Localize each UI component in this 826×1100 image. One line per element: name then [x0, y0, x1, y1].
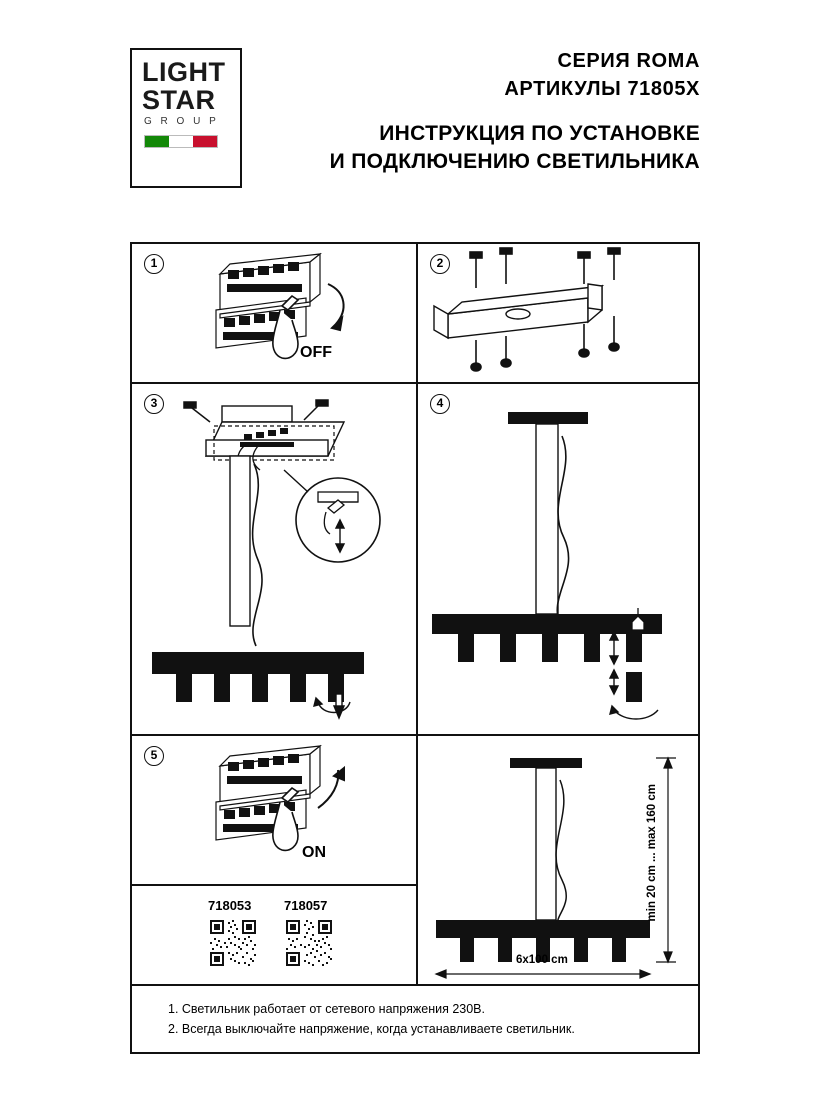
step-5-badge: 5 — [144, 746, 164, 766]
step-5-illustration — [132, 736, 416, 884]
title-line-2: И ПОДКЛЮЧЕНИЮ СВЕТИЛЬНИКА — [329, 150, 700, 173]
step-4-illustration — [418, 384, 700, 734]
step-4-badge: 4 — [430, 394, 450, 414]
step-1-badge: 1 — [144, 254, 164, 274]
brand-logo — [130, 48, 242, 188]
notes-panel — [132, 986, 700, 1054]
qr-code-718053 — [210, 920, 256, 966]
step-2-badge: 2 — [430, 254, 450, 274]
header-text-block — [250, 48, 700, 176]
italy-flag-icon — [144, 135, 218, 148]
step-5-panel — [132, 736, 416, 884]
step-1-panel — [132, 244, 416, 382]
step-3-illustration — [132, 384, 416, 734]
step-3-badge: 3 — [144, 394, 164, 414]
qr-code-718057 — [286, 920, 332, 966]
step-5-caption: ON — [302, 844, 326, 861]
dimensions-panel — [418, 736, 700, 984]
step-2-panel — [418, 244, 700, 382]
step-1-caption: OFF — [300, 344, 332, 361]
series-line: СЕРИЯ ROMA — [557, 50, 700, 72]
document-header — [130, 48, 700, 188]
logo-line-1: LIGHT — [142, 57, 226, 87]
title-line-1: ИНСТРУКЦИЯ ПО УСТАНОВКЕ — [379, 122, 700, 145]
width-dimension-label: 6x100 cm — [516, 954, 568, 966]
article-line: АРТИКУЛЫ 71805X — [504, 78, 700, 100]
steps-grid — [130, 242, 700, 1054]
note-line-1: 1. Светильник работает от сетевого напряжения 230В. — [168, 1002, 485, 1016]
step-4-panel — [418, 384, 700, 734]
height-dimension-label: min 20 cm ... max 160 cm — [646, 784, 658, 922]
product-codes-panel — [132, 886, 416, 984]
logo-group-text: G R O U P — [144, 116, 219, 127]
note-line-2: 2. Всегда выключайте напряжение, когда устанавливаете светильник. — [168, 1022, 575, 1036]
step-1-illustration — [132, 244, 416, 382]
product-code-0: 718053 — [208, 898, 252, 913]
logo-line-2: STAR — [142, 85, 216, 115]
step-3-panel — [132, 384, 416, 734]
step-2-illustration — [418, 244, 700, 382]
product-code-1: 718057 — [284, 898, 328, 913]
